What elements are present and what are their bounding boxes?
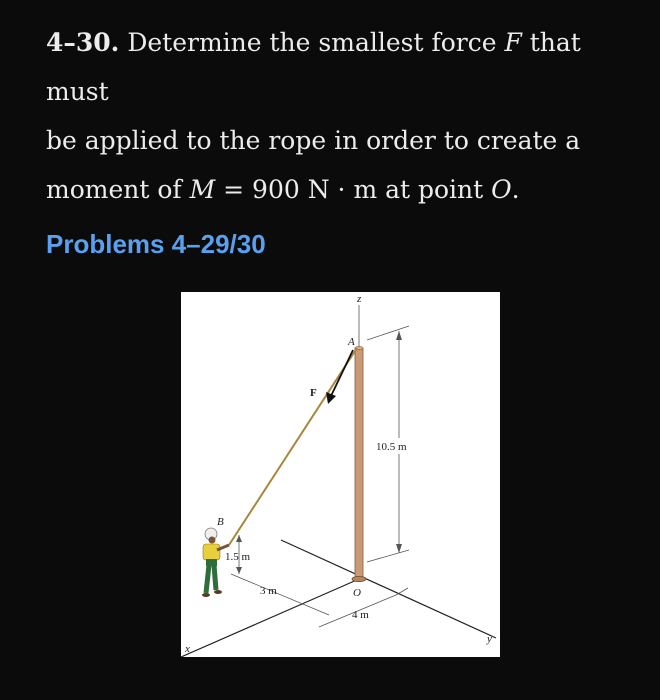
- force-label: F: [310, 387, 317, 399]
- problem-text-3: moment of: [46, 175, 190, 204]
- problem-number: 4–30.: [46, 28, 120, 57]
- z-axis-label: z: [357, 293, 362, 305]
- point-b-label: B: [217, 516, 224, 528]
- problem-statement: [46, 18, 636, 214]
- force-arrow: [331, 350, 353, 396]
- y-axis-label: y: [487, 633, 492, 645]
- figure-diagram: [181, 292, 500, 657]
- pole-base: [352, 576, 366, 581]
- height-label: 10.5 m: [376, 441, 407, 453]
- y-distance-label: 4 m: [352, 609, 369, 621]
- point-symbol: O: [491, 175, 512, 204]
- problem-text-1: Determine the smallest force: [119, 28, 505, 57]
- pole: [355, 348, 363, 579]
- x-distance-dim-line: [231, 574, 329, 615]
- moment-symbol: M: [189, 175, 216, 204]
- x-distance-label: 3 m: [260, 585, 277, 597]
- problem-text-5: .: [511, 175, 520, 204]
- problem-figure: [181, 292, 500, 657]
- figure-caption: Problems 4–29/30: [46, 229, 266, 259]
- x-axis-label: x: [185, 643, 190, 655]
- force-symbol: F: [504, 28, 522, 57]
- y-axis-line: [281, 540, 496, 638]
- force-arrowhead: [326, 392, 336, 404]
- rope: [229, 348, 357, 545]
- problem-text-2: that must: [46, 28, 581, 106]
- problem-text-4: = 900 N · m at point: [215, 175, 492, 204]
- problem-line-2: be applied to the rope in order to create a: [46, 126, 581, 155]
- point-a-label: A: [348, 336, 355, 348]
- b-height-label: 1.5 m: [225, 551, 251, 563]
- point-o-label: O: [353, 587, 361, 599]
